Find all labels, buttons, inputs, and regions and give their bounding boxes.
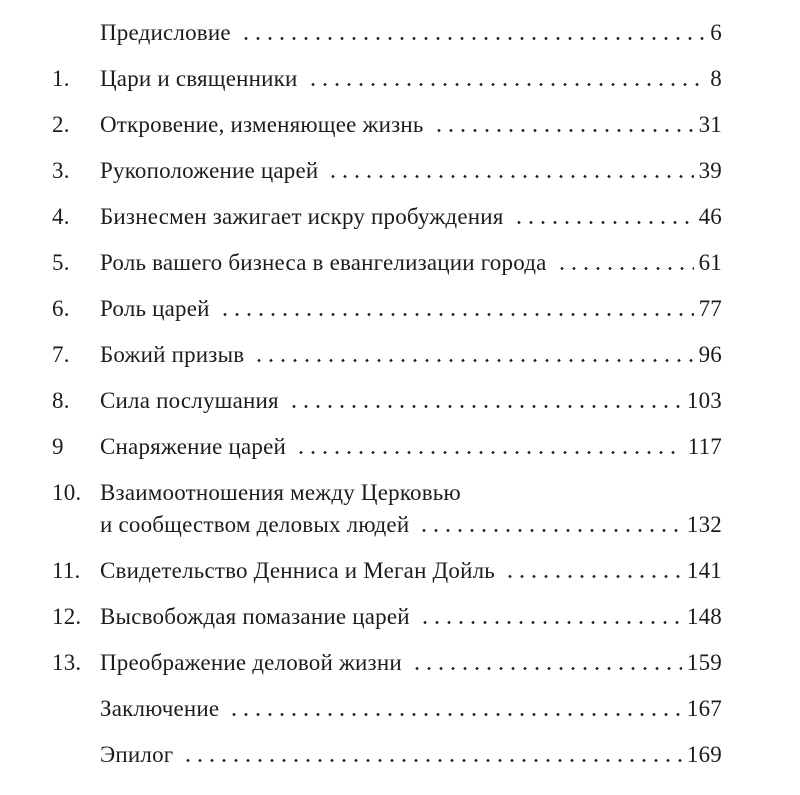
toc-entry-page: 8 xyxy=(710,66,722,91)
toc-row xyxy=(52,205,722,228)
toc-row xyxy=(52,159,722,182)
toc-entry-page: 31 xyxy=(698,112,722,137)
toc-entry-title: Бизнесмен зажигает искру пробуждения xyxy=(100,204,504,229)
dot-leader xyxy=(307,83,706,86)
toc-entry-title: Снаряжение царей xyxy=(100,434,287,459)
dot-leader xyxy=(513,221,694,224)
toc-row xyxy=(52,435,722,458)
toc-entry-number: 12. xyxy=(52,604,82,629)
toc-row xyxy=(52,21,722,44)
toc-row xyxy=(52,559,722,582)
dot-leader xyxy=(556,267,694,270)
dot-leader xyxy=(295,451,683,454)
toc-entry-page: 103 xyxy=(686,388,722,413)
toc-entry-title: Цари и священники xyxy=(100,66,298,91)
dot-leader xyxy=(461,497,722,500)
toc-entry-title: Сила послушания xyxy=(100,388,279,413)
toc-entry-title: Роль вашего бизнеса в евангелизации города xyxy=(100,250,547,275)
toc-row xyxy=(52,605,722,628)
dot-leader xyxy=(411,667,682,670)
toc-row xyxy=(52,297,722,320)
dot-leader xyxy=(418,529,682,532)
toc-entry-page: 167 xyxy=(686,696,722,721)
toc-row xyxy=(52,651,722,674)
toc-entry-page: 169 xyxy=(686,742,722,767)
toc-entry-title: Откровение, изменяющее жизнь xyxy=(100,112,424,137)
toc-entry-page: 132 xyxy=(686,512,722,537)
dot-leader xyxy=(228,713,682,716)
dot-leader xyxy=(327,175,693,178)
toc-entry-number: 13. xyxy=(52,650,82,675)
toc-entry-number: 6. xyxy=(52,296,70,321)
toc-entry-title: Заключение xyxy=(100,696,220,721)
toc-entry-page: 6 xyxy=(710,20,722,45)
dot-leader xyxy=(253,359,693,362)
toc-entry-page: 159 xyxy=(686,650,722,675)
toc-entry-page: 141 xyxy=(686,558,722,583)
toc-entry-title: Высвобождая помазание царей xyxy=(100,604,410,629)
toc-entry-title: Свидетельство Денниса и Меган Дойль xyxy=(100,558,495,583)
toc-entry-page: 148 xyxy=(686,604,722,629)
toc-entry-number: 11. xyxy=(52,558,81,583)
toc-entry-title: Роль царей xyxy=(100,296,210,321)
toc-entry-title: Рукоположение царей xyxy=(100,158,319,183)
toc-entry-page: 77 xyxy=(698,296,722,321)
toc-row xyxy=(52,251,722,274)
toc-row xyxy=(52,67,722,90)
toc-entry-title: Предисловие xyxy=(100,20,231,45)
toc-row xyxy=(52,343,722,366)
toc-entry-number: 9 xyxy=(52,434,64,459)
dot-leader xyxy=(433,129,694,132)
dot-leader xyxy=(240,37,706,40)
toc-entry-page: 61 xyxy=(698,250,722,275)
toc-entry-page: 117 xyxy=(687,434,722,459)
toc-entry-title: Взаимоотношения между Церковью xyxy=(100,480,461,505)
toc-entry-number: 8. xyxy=(52,388,70,413)
toc-entry-page: 96 xyxy=(698,342,722,367)
toc-entry-number: 7. xyxy=(52,342,70,367)
dot-leader xyxy=(419,621,682,624)
toc-entry-number: 10. xyxy=(52,480,82,505)
toc-row xyxy=(52,389,722,412)
toc-entry-number: 3. xyxy=(52,158,70,183)
toc-entry-number: 2. xyxy=(52,112,70,137)
toc-row xyxy=(52,697,722,720)
toc-entry-title: Божий призыв xyxy=(100,342,245,367)
toc-entry-page: 39 xyxy=(698,158,722,183)
dot-leader xyxy=(288,405,682,408)
toc-entry-title: и сообществом деловых людей xyxy=(100,512,410,537)
toc-entry-number: 4. xyxy=(52,204,70,229)
toc-row-continuation xyxy=(52,513,722,536)
dot-leader xyxy=(182,759,681,762)
toc-entry-page: 46 xyxy=(698,204,722,229)
toc-entry-number: 5. xyxy=(52,250,70,275)
toc-entry-title: Преображение деловой жизни xyxy=(100,650,402,675)
dot-leader xyxy=(504,575,682,578)
toc-row xyxy=(52,113,722,136)
dot-leader xyxy=(219,313,694,316)
toc-entry-number: 1. xyxy=(52,66,70,91)
toc-entry-title: Эпилог xyxy=(100,742,174,767)
toc-row xyxy=(52,743,722,766)
toc-row xyxy=(52,481,722,504)
